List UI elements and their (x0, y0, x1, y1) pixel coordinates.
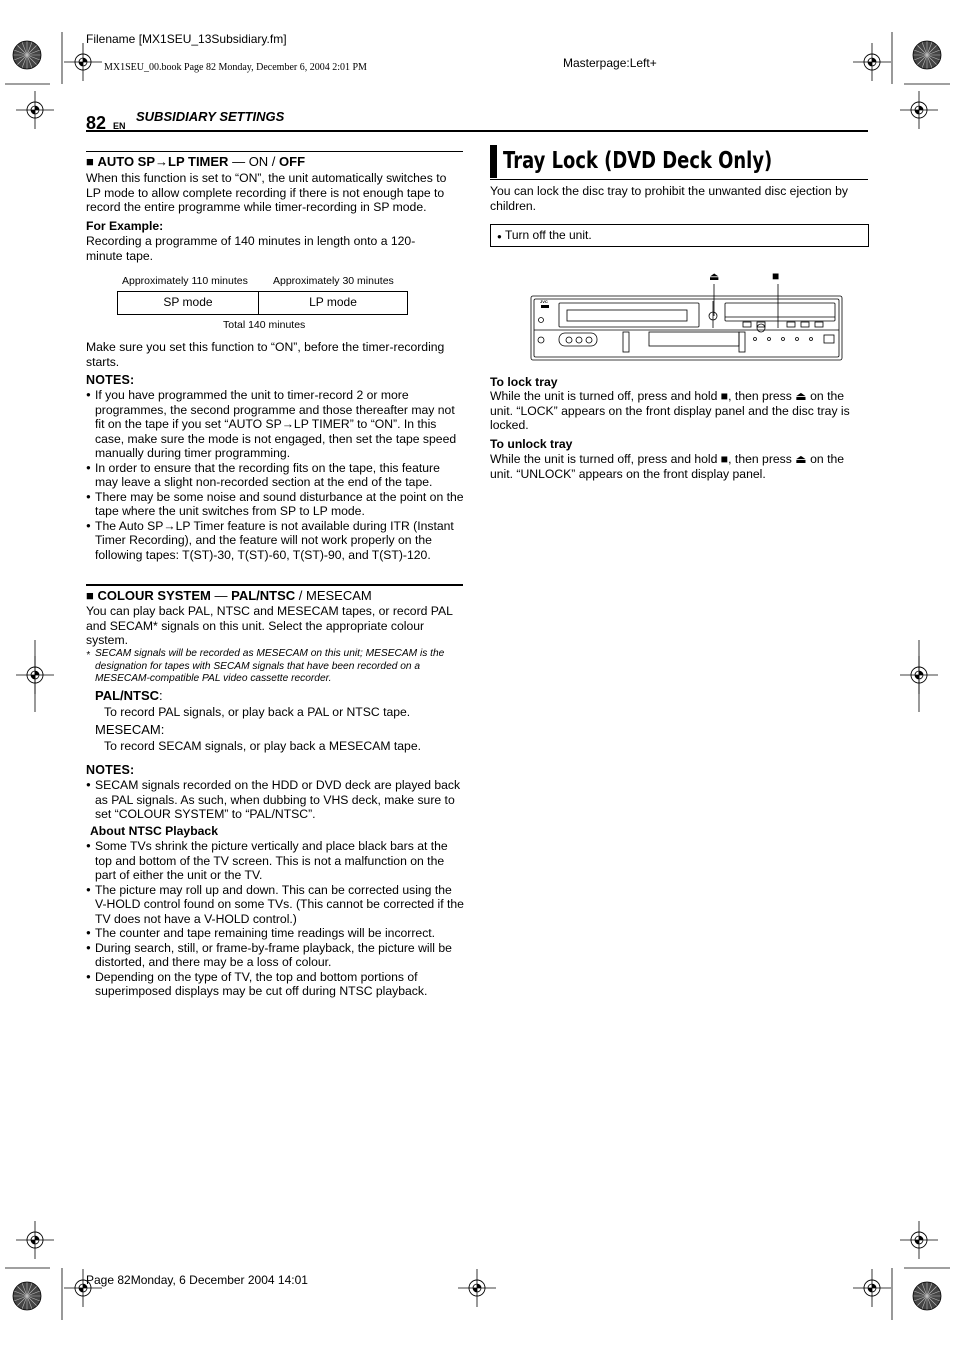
page-number: 82 (86, 113, 107, 133)
diagram-label-30: Approximately 30 minutes (273, 275, 394, 287)
page-title: Tray Lock (DVD Deck Only) (503, 148, 773, 174)
lp-mode-cell: LP mode (309, 295, 357, 309)
device-brand-label: JVC (540, 299, 548, 304)
language-code: EN (113, 121, 126, 131)
auto-sp-notes (86, 388, 464, 562)
list-item: ● Depending on the type of TV, the top and bottom portions of superimposed displays may be cut off during NTSC playback. (86, 970, 464, 999)
auto-sp-rule (86, 151, 463, 152)
footnote-mark: * (86, 650, 90, 661)
masterpage-label: Masterpage:Left+ (563, 56, 657, 70)
stop-symbol: ■ (772, 269, 780, 283)
list-item: ● Some TVs shrink the picture vertically and place black bars at the top and bottom of the TV screen. This is not a malfunction on the part of either the unit or the TV. (86, 839, 464, 883)
tray-intro: You can lock the disc tray to prohibit the unwanted disc ejection by children. (490, 184, 848, 213)
sp-lp-diagram (117, 291, 408, 315)
footer-page-line: Page 82Monday, 6 December 2004 14:01 (86, 1273, 308, 1287)
list-item: ● The picture may roll up and down. This can be corrected using the V-HOLD control found on some TVs. (This cannot be corrected if the TV does not have a V-HOLD control.) (86, 883, 464, 927)
auto-sp-body: When this function is set to “ON”, the unit automatically switches to LP mode to allow complete recording if there is not enough tape to record the entire programme while timer-recording in SP mode. (86, 171, 447, 214)
filename-label: Filename [MX1SEU_13Subsidiary.fm] (86, 32, 287, 46)
ntsc-heading: About NTSC Playback (90, 824, 218, 838)
dvd-vcr-unit-illustration (529, 282, 845, 364)
lock-tray-text: While the unit is turned off, press and hold ■, then press ⏏ on the unit. “LOCK” appears on the front display panel and the disc tray is locked. (490, 389, 850, 432)
book-line: MX1SEU_00.book Page 82 Monday, December 6, 2004 2:01 PM (104, 62, 367, 73)
eject-symbol: ⏏ (709, 271, 720, 283)
secam-footnote: SECAM signals will be recorded as MESECAM on this unit; MESECAM is the designation for tapes with SECAM signals that have been recorded on a MESECAM-compatible PAL video cassette recorder. (95, 648, 445, 684)
colour-body: You can play back PAL, NTSC and MESECAM tapes, or record PAL and SECAM* signals on this unit. Select the appropriate colour system. (86, 604, 453, 647)
unlock-tray-text: While the unit is turned off, press and hold ■, then press ⏏ on the unit. “UNLOCK” appears on the front display panel. (490, 452, 845, 481)
unlock-tray-label: To unlock tray (490, 437, 573, 451)
mesecam-label: MESECAM: (95, 722, 165, 737)
square-bullet-icon: ■ (86, 588, 98, 603)
colour-heading: ■ COLOUR SYSTEM — PAL/NTSC / MESECAM (86, 588, 372, 603)
make-sure-text: Make sure you set this function to “ON”, before the timer-recording starts. (86, 340, 445, 369)
ntsc-notes (86, 839, 464, 999)
list-item: ● In order to ensure that the recording fits on the tape, this feature may leave a slight non-recorded section at the end of the tape. (86, 461, 464, 490)
header-rule (86, 130, 868, 132)
diagram-total: Total 140 minutes (223, 319, 306, 331)
list-item: ● There may be some noise and sound disturbance at the point on the tape where the unit switches from SP to LP mode. (86, 490, 464, 519)
list-item: ● SECAM signals recorded on the HDD or DVD deck are played back as PAL signals. As such, when dubbing to VHS deck, make sure to set “COLOUR SYSTEM” to “PAL/NTSC”. (86, 778, 464, 822)
title-bar-accent (490, 145, 497, 178)
lock-tray-label: To lock tray (490, 375, 558, 389)
notes-heading: NOTES: (86, 373, 135, 387)
mesecam-text: To record SECAM signals, or play back a MESECAM tape. (104, 739, 421, 753)
list-item: ● The counter and tape remaining time readings will be incorrect. (86, 926, 464, 941)
notes-heading: NOTES: (86, 763, 135, 777)
sp-mode-cell: SP mode (118, 292, 259, 314)
square-bullet-icon: ■ (86, 154, 98, 169)
pal-ntsc-text: To record PAL signals, or play back a PAL or NTSC tape. (104, 705, 411, 719)
example-text: Recording a programme of 140 minutes in length onto a 120-minute tape. (86, 234, 416, 263)
example-label: For Example: (86, 219, 164, 233)
list-item: ● During search, still, or frame-by-frame playback, the picture will be distorted, and there may be a loss of colour. (86, 941, 464, 970)
section-title: SUBSIDIARY SETTINGS (136, 109, 285, 124)
step-box (490, 224, 869, 247)
colour-notes (86, 778, 464, 822)
colour-rule (86, 584, 463, 586)
bullet-icon: ● (497, 232, 502, 241)
auto-sp-heading: ■ AUTO SP→LP TIMER — ON / OFF (86, 154, 306, 169)
pal-ntsc-label: PAL/NTSC: (95, 688, 163, 703)
step-text: ● Turn off the unit. (497, 228, 592, 242)
list-item: ● The Auto SP→LP Timer feature is not available during ITR (Instant Timer Recording), and the feature will not work properly on the following tapes: T(ST)-30, T(ST)-60, T(ST)-90, and T(ST)-120. (86, 519, 464, 563)
title-rule (490, 179, 868, 180)
list-item: ● If you have programmed the unit to timer-record 2 or more programmes, the second programme and those thereafter may not fit on the tape if you set “AUTO SP→LP TIMER” to “ON”. In this case, make sure the mode is not engaged, then set the tape speed manually during timer programming. (86, 388, 464, 461)
diagram-label-110: Approximately 110 minutes (122, 275, 248, 287)
